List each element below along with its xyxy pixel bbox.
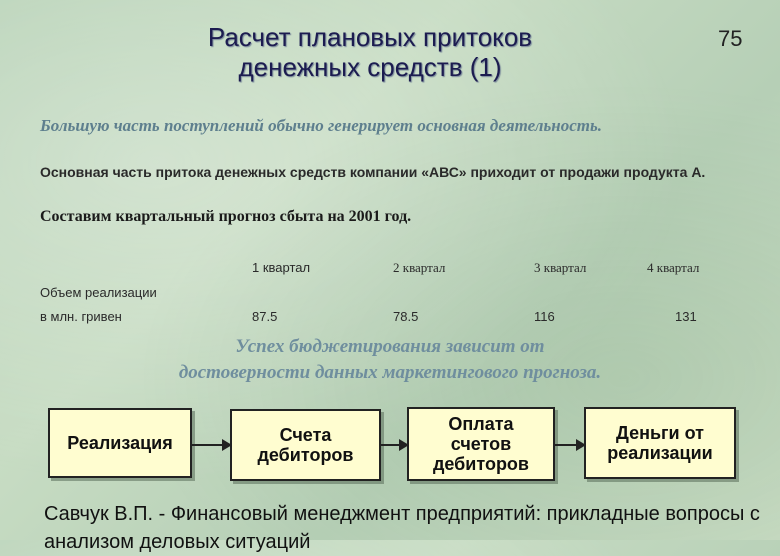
flow-box-receivables	[230, 409, 381, 481]
flow-box-receivables-line-1: Счета	[279, 425, 332, 445]
table-header-q4: 4 квартал	[647, 260, 700, 275]
table-header-q2: 2 квартал	[393, 260, 446, 275]
conclusion-line-1: Успех бюджетирования зависит от	[235, 336, 545, 357]
flow-box-payment-line-3: дебиторов	[432, 454, 529, 474]
title-line-2: денежных средств (1)	[238, 52, 502, 82]
flow-box-cash	[584, 407, 736, 479]
flow-box-payment-line-1: Оплата	[448, 414, 514, 434]
flow-arrow-3	[555, 444, 584, 446]
table-row-label-1: Объем реализации	[40, 285, 157, 300]
table-value-q4: 131	[675, 309, 697, 324]
table-row-label-2: в млн. гривен	[40, 309, 122, 324]
footer-citation: Савчук В.П. - Финансовый менеджмент предприятий: прикладные вопросы с анализом деловых ситуаций	[44, 503, 760, 553]
slide-title	[0, 22, 743, 82]
page-number: 75	[718, 26, 743, 51]
lead-statement: Большую часть поступлений обычно генерирует основная деятельность.	[40, 116, 602, 135]
conclusion	[0, 334, 780, 386]
table-value-q2: 78.5	[393, 309, 419, 324]
flow-arrow-1	[192, 444, 230, 446]
flow-box-payment	[407, 407, 555, 481]
paragraph-forecast: Составим квартальный прогноз сбыта на 2001 год.	[40, 208, 412, 225]
conclusion-line-2: достоверности данных маркетингового прогноза.	[178, 362, 602, 383]
flow-box-payment-line-2: счетов	[450, 434, 512, 454]
flow-box-cash-line-2: реализации	[607, 443, 713, 463]
flow-box-cash-line-1: Деньги от	[616, 423, 704, 443]
flow-box-sales-label: Реализация	[67, 433, 173, 453]
title-line-1: Расчет плановых притоков	[207, 22, 533, 52]
table-value-q1: 87.5	[252, 309, 278, 324]
paragraph-inflow: Основная часть притока денежных средств компании «АВС» приходит от продажи продукта А.	[40, 164, 706, 180]
flow-box-sales	[48, 408, 192, 478]
table-header-q3: 3 квартал	[534, 260, 587, 275]
flow-arrow-2	[381, 444, 407, 446]
flow-box-receivables-line-2: дебиторов	[257, 445, 354, 465]
table-header-q1: 1 квартал	[252, 260, 311, 275]
table-value-q3: 116	[534, 309, 555, 324]
